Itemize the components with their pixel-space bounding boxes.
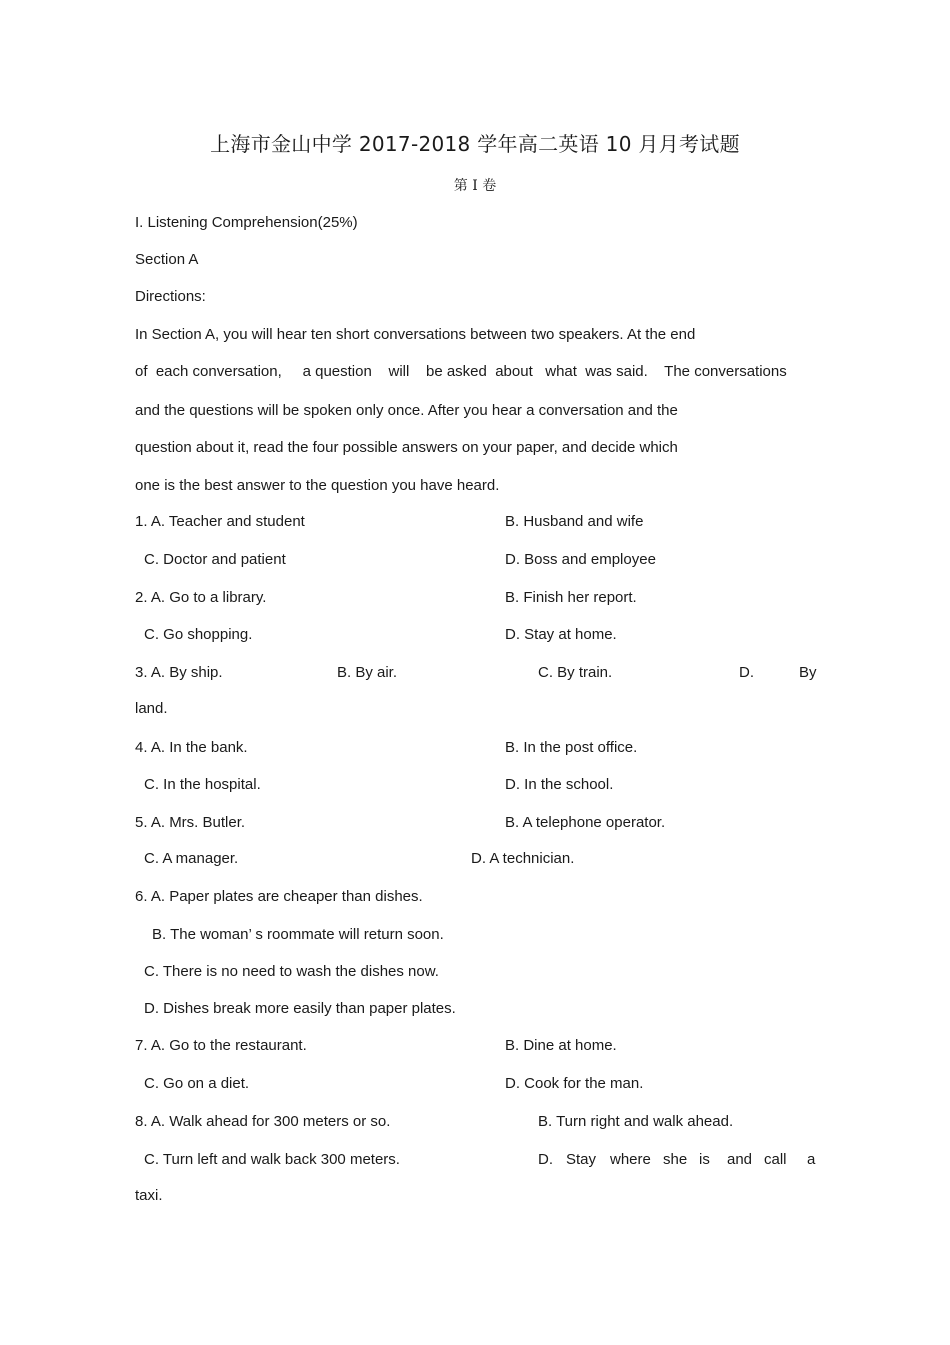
directions-line: one is the best answer to the question you have heard. [135, 477, 500, 494]
q8-option-d-letter: D. [538, 1151, 553, 1168]
directions-line: In Section A, you will hear ten short conversations between two speakers. At the end [135, 326, 696, 343]
q6-option-d: D. Dishes break more easily than paper plates. [144, 1000, 456, 1017]
q6-option-a: 6. A. Paper plates are cheaper than dishes. [135, 888, 423, 905]
page-title: 上海市金山中学 2017-2018 学年高二英语 10 月月考试题 [210, 132, 740, 156]
q8-option-b: B. Turn right and walk ahead. [538, 1113, 734, 1130]
q8-option-d-word: where [610, 1151, 651, 1168]
q7-option-b: B. Dine at home. [505, 1037, 617, 1054]
q8-option-d-cont: taxi. [135, 1187, 163, 1204]
q8-option-d-word: is [699, 1151, 710, 1168]
q8-option-d-word: and [727, 1151, 753, 1168]
q4-option-c: C. In the hospital. [144, 776, 261, 793]
q3-option-c: C. By train. [538, 664, 613, 681]
q7-option-d: D. Cook for the man. [505, 1075, 644, 1092]
q8-option-d-word: call [764, 1151, 787, 1168]
q5-option-c: C. A manager. [144, 850, 239, 867]
q5-option-a: 5. A. Mrs. Butler. [135, 814, 246, 831]
directions-line: question about it, read the four possible answers on your paper, and decide which [135, 439, 678, 456]
q3-option-d-letter: D. [739, 664, 754, 681]
q8-option-d-word: a [807, 1151, 816, 1168]
q7-option-a: 7. A. Go to the restaurant. [135, 1037, 307, 1054]
q6-option-b: B. The woman’ s roommate will return soon. [152, 926, 444, 943]
directions-line: and the questions will be spoken only once. After you hear a conversation and the [135, 402, 678, 419]
q3-option-a: 3. A. By ship. [135, 664, 223, 681]
q1-option-b: B. Husband and wife [505, 513, 644, 530]
q8-option-c: C. Turn left and walk back 300 meters. [144, 1151, 400, 1168]
directions-label: Directions: [135, 288, 206, 305]
q3-option-b: B. By air. [337, 664, 398, 681]
q2-option-d: D. Stay at home. [505, 626, 617, 643]
q1-option-d: D. Boss and employee [505, 551, 656, 568]
q3-option-d-cont: land. [135, 700, 168, 717]
directions-line: of each conversation, a question will be asked about what was said. The conversations [135, 363, 787, 380]
q3-option-d-word: By [799, 664, 817, 681]
q8-option-a: 8. A. Walk ahead for 300 meters or so. [135, 1113, 391, 1130]
q5-option-d: D. A technician. [471, 850, 575, 867]
q1-option-c: C. Doctor and patient [144, 551, 286, 568]
q2-option-b: B. Finish her report. [505, 589, 637, 606]
q6-option-c: C. There is no need to wash the dishes now. [144, 963, 439, 980]
section-sub: Section A [135, 251, 199, 268]
q7-option-c: C. Go on a diet. [144, 1075, 250, 1092]
q8-option-d-word: she [663, 1151, 688, 1168]
q5-option-b: B. A telephone operator. [505, 814, 666, 831]
q2-option-a: 2. A. Go to a library. [135, 589, 267, 606]
section-heading: I. Listening Comprehension(25%) [135, 214, 358, 231]
q2-option-c: C. Go shopping. [144, 626, 253, 643]
volume-label: 第 I 卷 [453, 178, 497, 194]
q8-option-d-word: Stay [566, 1151, 597, 1168]
q1-option-a: 1. A. Teacher and student [135, 513, 305, 530]
q4-option-b: B. In the post office. [505, 739, 638, 756]
q4-option-a: 4. A. In the bank. [135, 739, 248, 756]
q4-option-d: D. In the school. [505, 776, 614, 793]
